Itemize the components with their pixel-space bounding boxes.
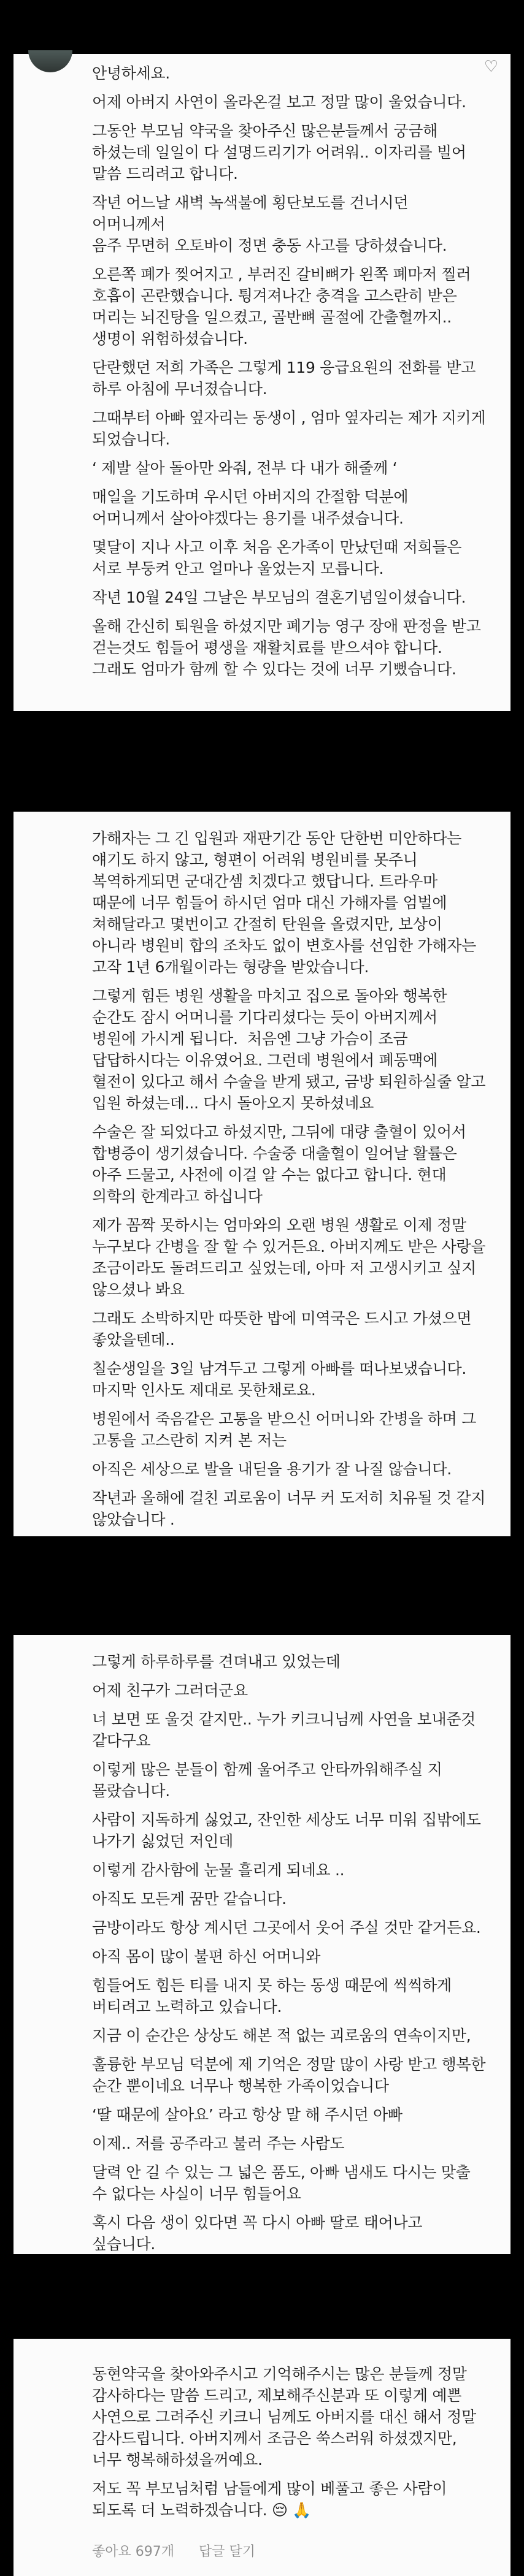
comment-paragraph: 작년과 올해에 걸친 괴로움이 너무 커 도저히 치유될 것 같지 않았습니다 . xyxy=(92,1489,490,1528)
comment-paragraph: 아직 몸이 많이 불편 하신 어머니와 xyxy=(92,1948,321,1965)
comment-paragraph: 어제 친구가 그러더군요 xyxy=(92,1682,248,1699)
comment-paragraph: 오른쪽 폐가 찢어지고 , 부러진 갈비뼈가 왼쪽 폐마저 찔러 호흡이 곤란했습니다. 튕겨져나간 충격을 고스란히 받은 머리는 뇌진탕을 일으켰고, 골반뼈 골절에 간출혈까지.. 생명이 위험하셨습니다. xyxy=(92,265,476,348)
comment-paragraph: 그렇게 힘든 병원 생활을 마치고 집으로 돌아와 행복한 순간도 잠시 어머니를 기다리셨다는 듯이 아버지께서 병원에 가시게 됩니다. 처음엔 그냥 가슴이 조금 답답하시다는 이유였어요. 그런데 병원에서 폐동맥에 혈전이 있다고 해서 수술을 받게 됐고, 금방 퇴원하실줄 알고 입원 하셨는데... 다시 돌아오지 못하셨네요 xyxy=(92,987,490,1112)
comment-footer xyxy=(92,2541,255,2560)
comment-paragraph: 아직도 모든게 꿈만 같습니다. xyxy=(92,1890,287,1908)
comment-paragraph: 동현약국을 찾아와주시고 기억해주시는 많은 분들께 정말 감사하다는 말씀 드리고, 제보해주신분과 또 이렇게 예쁜 사연으로 그려주신 키크니 님께도 아버지를 대신 해서 정말 감사드립니다. 아버지께서 조금은 쑥스러워 하셨겠지만, 너무 행복해하셨을꺼예요. xyxy=(92,2365,481,2469)
comment-text xyxy=(92,2363,486,2521)
comment-paragraph: 작년 어느날 새벽 녹색불에 횡단보도를 건너시던 어머니께서 음주 무면허 오토바이 정면 충동 사고를 당하셨습니다. xyxy=(92,194,447,254)
comment-paragraph: 힘들어도 힘든 티를 내지 못 하는 동생 때문에 씩씩하게 버티려고 노력하고 있습니다. xyxy=(92,1976,457,2016)
like-count[interactable]: 좋아요 697개 xyxy=(92,2544,174,2559)
avatar[interactable] xyxy=(28,50,72,72)
comment-paragraph: 병원에서 죽음같은 고통을 받으신 어머니와 간병을 하며 그 고통을 고스란히 지켜 본 저는 xyxy=(92,1410,481,1449)
comment-card-2 xyxy=(13,812,511,1536)
reply-button[interactable]: 답글 달기 xyxy=(199,2544,256,2559)
comment-paragraph: 이렇게 많은 분들이 함께 울어주고 안타까워해주실 지 몰랐습니다. xyxy=(92,1761,447,1800)
comment-paragraph: 그때부터 아빠 옆자리는 동생이 , 엄마 옆자리는 제가 지키게 되었습니다. xyxy=(92,409,490,448)
heart-icon[interactable]: ♡ xyxy=(484,58,498,76)
comment-paragraph: 그동안 부모님 약국을 찾아주신 많은분들께서 궁금해 하셨는데 일일이 다 설명드리기가 어려워.. 이자리를 빌어 말씀 드리려고 합니다. xyxy=(92,122,471,183)
comment-paragraph: 올해 간신히 퇴원을 하셨지만 폐기능 영구 장애 판정을 받고 걷는것도 힘들어 평생을 재활치료를 받으셔야 합니다. 그래도 엄마가 함께 할 수 있다는 것에 너무 기뻤습니다. xyxy=(92,617,486,678)
comment-paragraph: ‘딸 때문에 살아요’ 라고 항상 말 해 주시던 아빠 xyxy=(92,2106,403,2124)
comment-paragraph: 그래도 소박하지만 따뜻한 밥에 미역국은 드시고 가셨으면 좋았을텐데.. xyxy=(92,1309,476,1349)
comment-paragraph: 저도 꼭 부모님처럼 남들에게 많이 베풀고 좋은 사람이 되도록 더 노력하겠습니다. 😔 🙏 xyxy=(92,2480,452,2519)
comment-paragraph: 단란했던 저희 가족은 그렇게 119 응급요원의 전화를 받고 하루 아침에 무너졌습니다. xyxy=(92,359,480,398)
comment-paragraph: 제가 꼼짝 못하시는 엄마와의 오랜 병원 생활로 이제 정말 누구보다 간병을 잘 할 수 있거든요. 아버지께도 받은 사랑을 조금이라도 돌려드리고 싶었는데, 아마 저 고생시키고 싶지 않으셨나 봐요 xyxy=(92,1216,490,1298)
comment-paragraph: 지금 이 순간은 상상도 해본 적 없는 괴로움의 연속이지만, xyxy=(92,2027,471,2044)
comment-paragraph: 사람이 지독하게 싫었고, 잔인한 세상도 너무 미워 집밖에도 나가기 싫었던 저인데 xyxy=(92,1811,486,1850)
comment-paragraph: 칠순생일을 3일 남겨두고 그렇게 아빠를 떠나보냈습니다. 마지막 인사도 제대로 못한채로요. xyxy=(92,1360,471,1399)
comment-card-3 xyxy=(13,1635,511,2254)
comment-paragraph: 금방이라도 항상 계시던 그곳에서 웃어 주실 것만 같거든요. xyxy=(92,1919,481,1937)
comment-paragraph: 혹시 다음 생이 있다면 꼭 다시 아빠 딸로 태어나고 싶습니다. xyxy=(92,2214,427,2253)
comment-paragraph: 가해자는 그 긴 입원과 재판기간 동안 단한번 미안하다는 얘기도 하지 않고, 형편이 어려워 병원비를 못주니 복역하게되면 군대간셈 치겠다고 했답니다. 트라우마 때문에 너무 힘들어 하시던 엄마 대신 가해자를 엄벌에 쳐해달라고 몇번이고 간절히 탄원을 올렸지만, 보상이 아니라 병원비 합의 조차도 없이 변호사를 선임한 가해자는 고작 1년 6개월이라는 형량을 받았습니다. xyxy=(92,829,481,976)
comment-text xyxy=(92,1651,490,2255)
comment-paragraph: 그렇게 하루하루를 견뎌내고 있었는데 xyxy=(92,1653,341,1671)
comment-card-1 xyxy=(13,54,511,711)
comment-paragraph: ‘ 제발 살아 돌아만 와줘, 전부 다 내가 해줄께 ‘ xyxy=(92,459,398,477)
comment-paragraph: 수술은 잘 되었다고 하셨지만, 그뒤에 대량 출혈이 있어서 합병증이 생기셨습니다. 수술중 대출혈이 일어날 활률은 아주 드물고, 사전에 이걸 알 수는 없다고 합니다. 현대 의학의 한계라고 하십니다 xyxy=(92,1123,471,1205)
comment-paragraph: 몇달이 지나 사고 이후 처음 온가족이 만났던때 저희들은 서로 부둥켜 안고 얼마나 울었는지 모릅니다. xyxy=(92,538,466,577)
comment-paragraph: 이렇게 감사함에 눈물 흘리게 되네요 .. xyxy=(92,1861,345,1879)
comment-text xyxy=(92,828,490,1530)
comment-paragraph: 너 보면 또 울것 같지만.. 누가 키크니님께 사연을 보내준것 같다구요 xyxy=(92,1710,480,1750)
comment-card-4 xyxy=(13,2339,511,2576)
comment-paragraph: 작년 10월 24일 그날은 부모님의 결혼기념일이셨습니다. xyxy=(92,589,466,606)
comment-paragraph: 이제.. 저를 공주라고 불러 주는 사람도 xyxy=(92,2135,345,2152)
comment-paragraph: 매일을 기도하며 우시던 아버지의 간절함 덕분에 어머니께서 살아야겠다는 용기를 내주셨습니다. xyxy=(92,488,413,527)
comment-paragraph: 훌륭한 부모님 덕분에 제 기억은 정말 많이 사랑 받고 행복한 순간 뿐이네요 너무나 행복한 가족이었습니다 xyxy=(92,2056,490,2095)
comment-paragraph: 안녕하세요. xyxy=(92,64,170,82)
comment-paragraph: 어제 아버지 사연이 올라온걸 보고 정말 많이 울었습니다. xyxy=(92,93,466,111)
comment-paragraph: 아직은 세상으로 발을 내딛을 용기가 잘 나질 않습니다. xyxy=(92,1460,452,1478)
comment-paragraph: 달력 안 길 수 있는 그 넓은 품도, 아빠 냄새도 다시는 맞출 수 없다는 사실이 너무 힘들어요 xyxy=(92,2163,476,2203)
comment-text xyxy=(92,63,490,680)
